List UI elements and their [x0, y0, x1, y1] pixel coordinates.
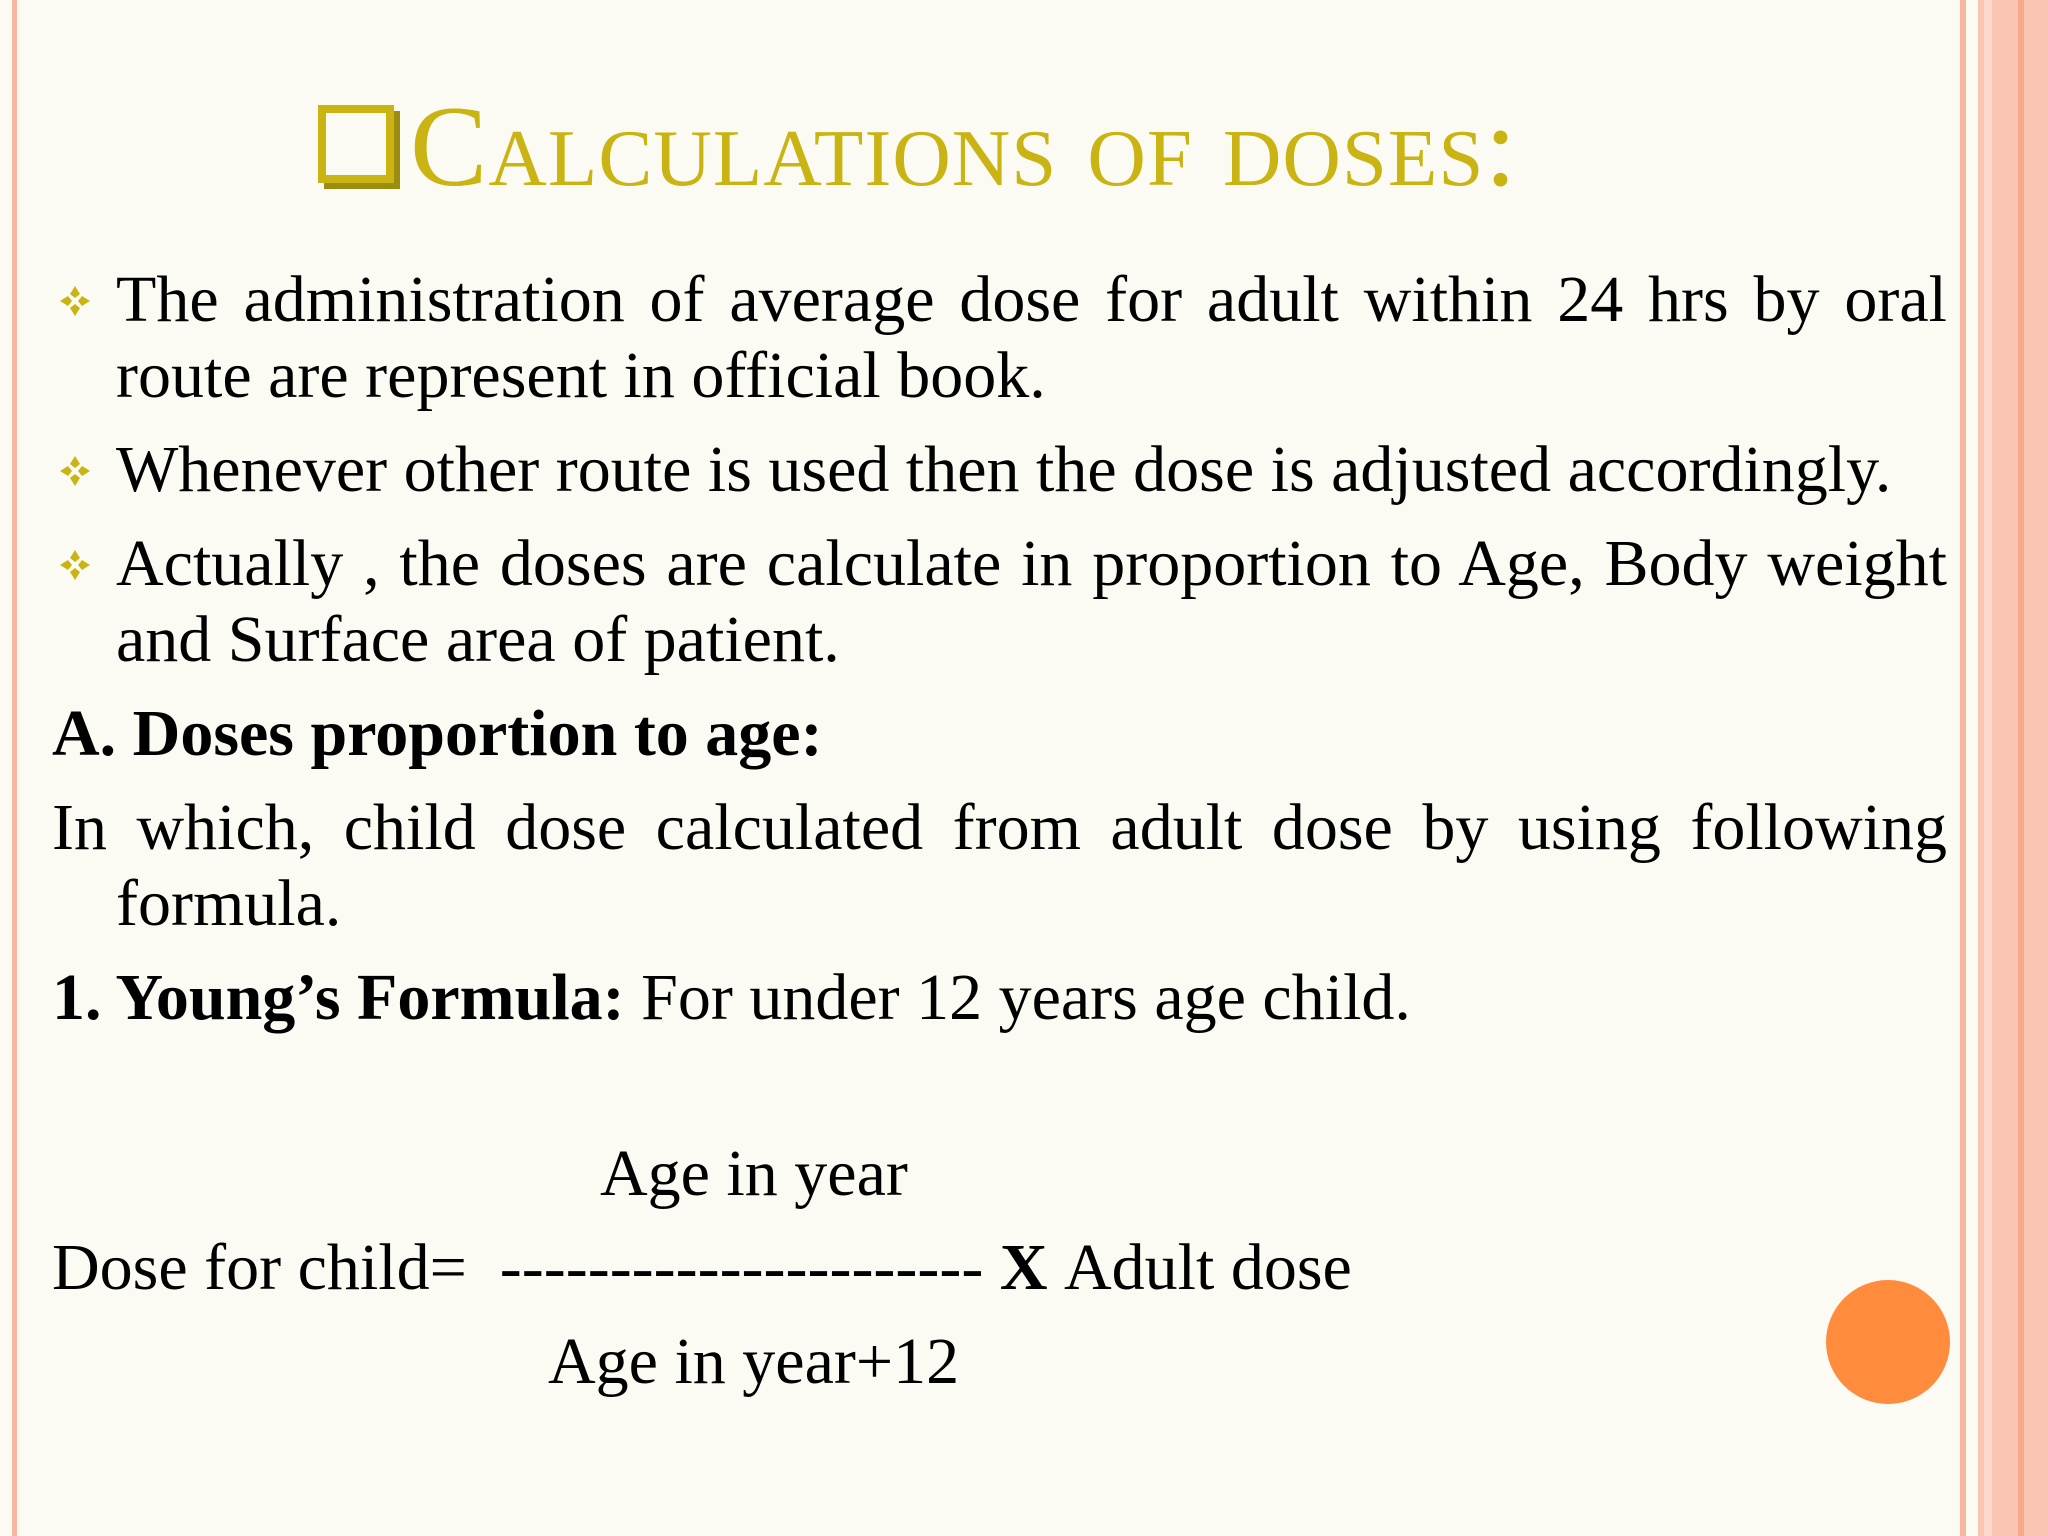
formula-numerator: Age in year [600, 1137, 908, 1210]
four-petal-diamond-icon [58, 284, 92, 318]
formula-main-line [52, 1230, 1352, 1306]
young-formula-line [52, 960, 1947, 1036]
bullet-text: The administration of average dose for adult within 24 hrs by oral route are represent in official book. [116, 263, 1947, 412]
formula-rhs: Adult dose [1064, 1231, 1352, 1304]
checkbox-square-icon [318, 105, 394, 183]
right-border-line [1960, 0, 1966, 1536]
formula-denominator: Age in year+12 [548, 1325, 960, 1398]
four-petal-diamond-icon [58, 548, 92, 582]
young-formula-label: 1. Young’s Formula: [52, 961, 625, 1034]
section-a-text: In which, child dose calculated from adult dose by using following formula. [52, 791, 1947, 940]
formula-lhs: Dose for child= [52, 1231, 467, 1304]
bullet-item [52, 262, 1947, 414]
slide-title-text: Calculations of doses: [410, 83, 1518, 211]
young-formula-text: For under 12 years age child. [624, 961, 1411, 1034]
bullet-item [52, 526, 1947, 678]
bullet-text: Actually , the doses are calculate in proportion to Age, Body weight and Surface area of patient. [116, 527, 1947, 676]
formula-fraction-bar: ---------------------- [499, 1231, 984, 1304]
bullet-text: Whenever other route is used then the dose is adjusted accordingly. [116, 433, 1892, 506]
bullet-item [52, 432, 1947, 508]
right-border-band [1978, 0, 2048, 1536]
formula-operator: X [999, 1231, 1048, 1304]
slide-title [318, 72, 1818, 222]
slide-content [52, 262, 1947, 1036]
decorative-orange-circle [1826, 1280, 1950, 1404]
left-border [12, 0, 17, 1536]
four-petal-diamond-icon [58, 454, 92, 488]
section-a-heading: A. Doses proportion to age: [52, 697, 823, 770]
